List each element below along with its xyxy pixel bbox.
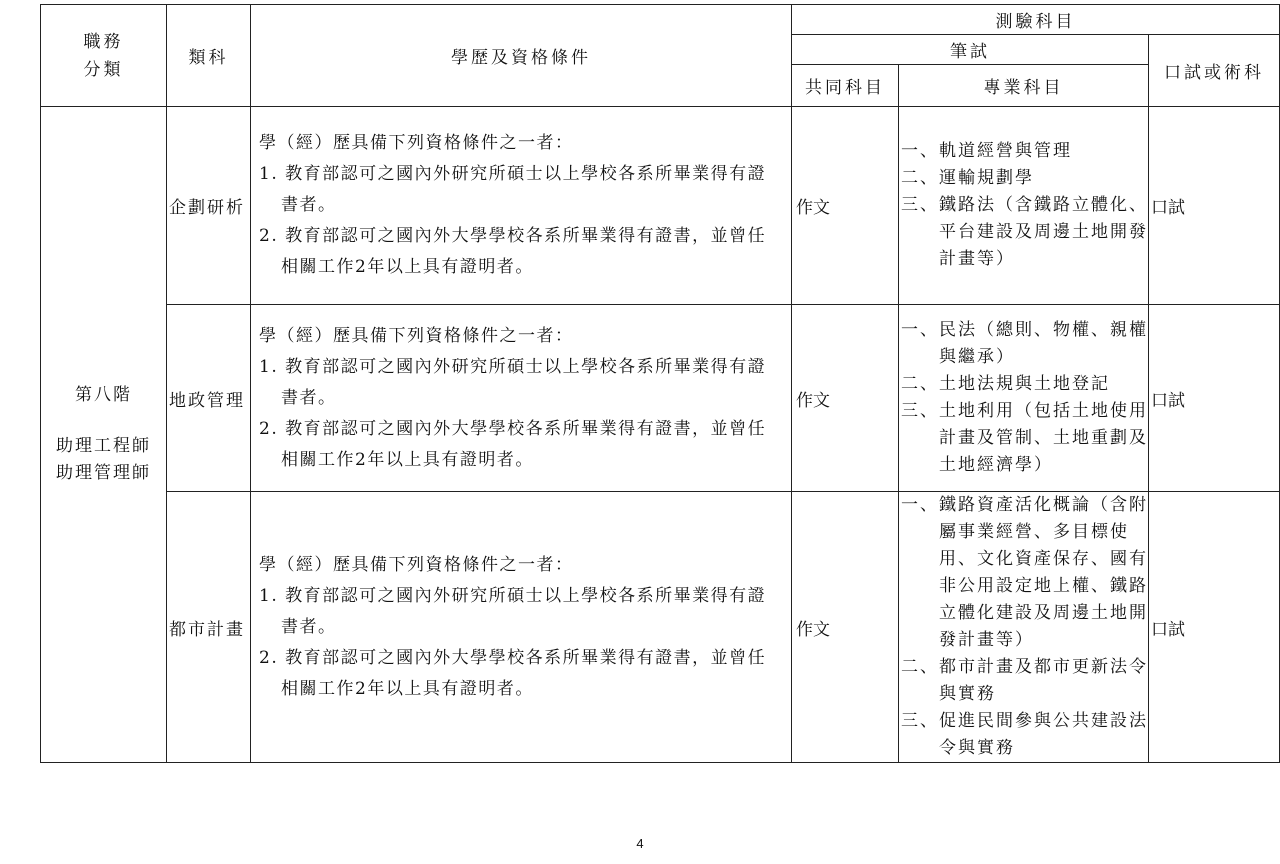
category-cell: 都市計畫 [167, 492, 251, 763]
table-row [41, 107, 1280, 305]
table-row [41, 305, 1280, 492]
qualification-cell [251, 492, 792, 763]
header-professional-subject: 專業科目 [899, 65, 1149, 107]
professional-subject-cell [899, 492, 1149, 763]
oral-cell: 口試 [1149, 107, 1280, 305]
page-number: 4 [636, 836, 644, 851]
header-position-line1: 職務 [83, 31, 124, 52]
oral-cell: 口試 [1149, 492, 1280, 763]
qualification-item: 1. 教育部認可之國內外研究所碩士以上學校各系所畢業得有證書者。 [259, 585, 767, 637]
professional-subject-item: 一、鐵路資產活化概論（含附屬事業經營、多目標使用、文化資產保存、國有非公用設定地上權、鐵路立體化建設及周邊土地開發計畫等） [901, 495, 1148, 650]
position-title: 助理管理師 [56, 463, 151, 483]
exam-subjects-table [40, 4, 1280, 763]
professional-subject-item: 三、促進民間參與公共建設法令與實務 [901, 711, 1148, 758]
header-category: 類科 [167, 5, 251, 107]
professional-subject-item: 二、運輸規劃學 [901, 168, 1034, 188]
qualification-item: 2. 教育部認可之國內外大學學校各系所畢業得有證書，並曾任相關工作2年以上具有證明者。 [259, 226, 767, 277]
professional-subject-item: 一、軌道經營與管理 [901, 141, 1072, 161]
professional-subject-cell [899, 107, 1149, 305]
professional-subject-item: 二、土地法規與土地登記 [901, 374, 1110, 394]
oral-cell: 口試 [1149, 305, 1280, 492]
category-cell: 企劃研析 [167, 107, 251, 305]
qualification-item: 1. 教育部認可之國內外研究所碩士以上學校各系所畢業得有證書者。 [259, 356, 767, 408]
professional-subject-item: 二、都市計畫及都市更新法令與實務 [901, 657, 1148, 704]
qualification-cell [251, 107, 792, 305]
position-cell [41, 107, 167, 763]
common-subject-cell: 作文 [792, 492, 899, 763]
common-subject-cell: 作文 [792, 305, 899, 492]
qualification-cell [251, 305, 792, 492]
header-qualification: 學歷及資格條件 [251, 5, 792, 107]
position-title: 助理工程師 [56, 436, 151, 456]
common-subject-cell: 作文 [792, 107, 899, 305]
header-position-classification [41, 5, 167, 107]
table-row [41, 492, 1280, 763]
qualification-item: 2. 教育部認可之國內外大學學校各系所畢業得有證書，並曾任相關工作2年以上具有證明者。 [259, 418, 767, 470]
professional-subject-cell [899, 305, 1149, 492]
header-exam-subjects: 測驗科目 [792, 5, 1280, 35]
qualification-item: 1. 教育部認可之國內外研究所碩士以上學校各系所畢業得有證書者。 [259, 164, 767, 215]
qualification-item: 2. 教育部認可之國內外大學學校各系所畢業得有證書，並曾任相關工作2年以上具有證明者。 [259, 647, 767, 699]
header-oral: 口試或術科 [1149, 35, 1280, 107]
professional-subject-item: 三、鐵路法（含鐵路立體化、平台建設及周邊土地開發計畫等） [901, 195, 1148, 269]
professional-subject-item: 一、民法（總則、物權、親權與繼承） [901, 320, 1148, 367]
header-position-line2: 分類 [83, 59, 124, 80]
header-written: 筆試 [792, 35, 1149, 65]
header-common-subject: 共同科目 [792, 65, 899, 107]
professional-subject-item: 三、土地利用（包括土地使用計畫及管制、土地重劃及土地經濟學） [901, 401, 1148, 475]
qualification-intro: 學（經）歷具備下列資格條件之一者： [259, 133, 574, 153]
category-cell: 地政管理 [167, 305, 251, 492]
qualification-intro: 學（經）歷具備下列資格條件之一者： [259, 554, 574, 575]
qualification-intro: 學（經）歷具備下列資格條件之一者： [259, 325, 574, 346]
position-grade: 第八階 [75, 385, 132, 405]
